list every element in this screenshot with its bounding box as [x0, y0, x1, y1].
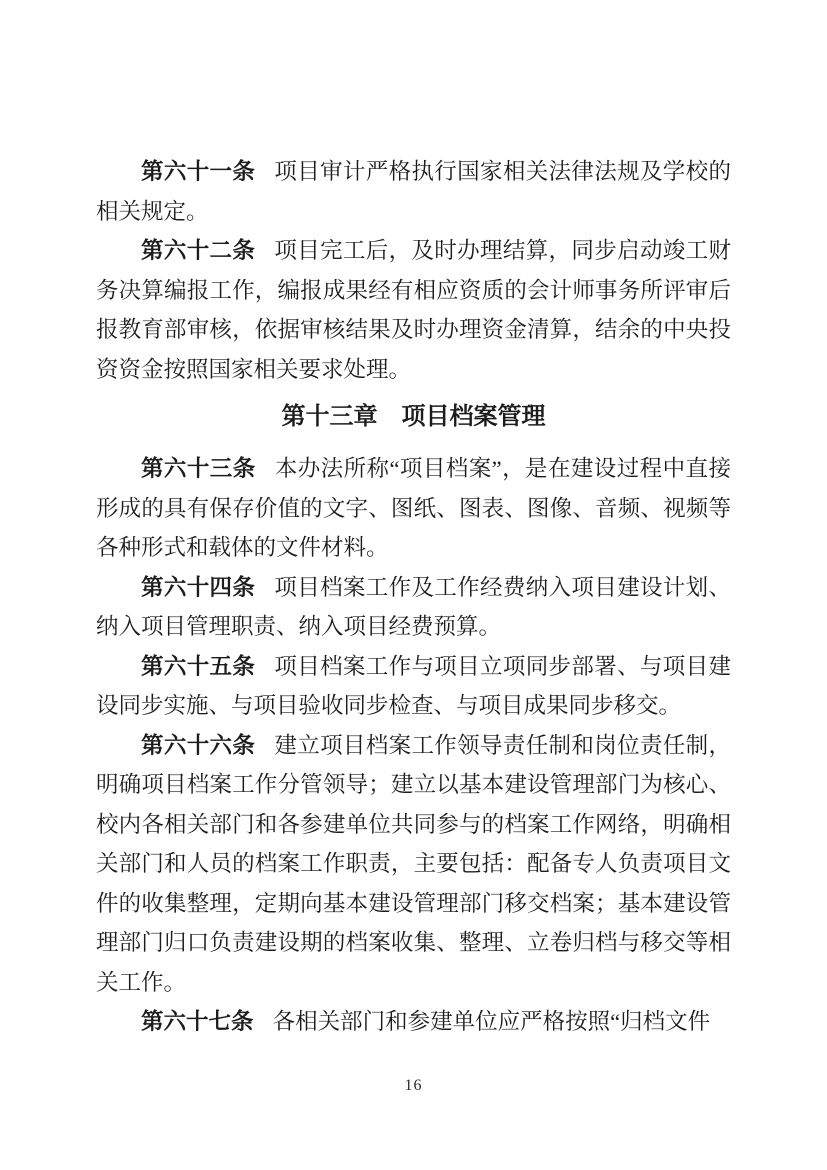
article-number: 第六十七条 — [141, 1009, 254, 1034]
article-text: 项目审计严格执行国家相关法律法规及学校的相关规定。 — [96, 159, 731, 224]
article-paragraph-63 — [96, 449, 731, 568]
article-text: 项目档案工作及工作经费纳入项目建设计划、纳入项目管理职责、纳入项目经费预算。 — [96, 574, 731, 639]
article-paragraph-65 — [96, 647, 731, 726]
article-number: 第六十五条 — [141, 653, 256, 679]
article-text: 项目完工后，及时办理结算，同步启动竣工财务决算编报工作，编报成果经有相应资质的会计师事务所评审后报教育部审核，依据审核结果及时办理资金清算，结余的中央投资资金按照国家相关要求处理。 — [96, 238, 731, 382]
article-number: 第六十四条 — [141, 574, 256, 600]
article-text: 各相关部门和参建单位应严格按照“归档文件 — [272, 1009, 711, 1034]
article-paragraph-64 — [96, 568, 731, 647]
article-text: 项目档案工作与项目立项同步部署、与项目建设同步实施、与项目验收同步检查、与项目成果同步移交。 — [96, 653, 731, 718]
page-number: 16 — [404, 1077, 423, 1094]
article-text: 建立项目档案工作领导责任制和岗位责任制，明确项目档案工作分管领导；建立以基本建设管理部门为核心、校内各相关部门和各参建单位共同参与的档案工作网络，明确相关部门和人员的档案工作职责，主要包括：配备专人负责项目文件的收集整理，定期向基本建设管理部门移交档案；基本建设管理部门归口负责建设期的档案收集、整理、立卷归档与移交等相关工作。 — [96, 732, 731, 995]
article-text: 本办法所称“项目档案”，是在建设过程中直接形成的具有保存价值的文字、图纸、图表、图像、音频、视频等各种形式和载体的文件材料。 — [96, 456, 731, 560]
article-number: 第六十一条 — [141, 159, 256, 184]
document-body — [96, 152, 731, 1042]
article-paragraph-66 — [96, 726, 731, 1003]
article-number: 第六十六条 — [141, 732, 256, 758]
article-number: 第六十三条 — [141, 456, 256, 481]
article-paragraph-62 — [96, 231, 731, 389]
article-number: 第六十二条 — [141, 238, 256, 263]
article-paragraph-67 — [96, 1002, 731, 1042]
chapter-heading: 第十三章 项目档案管理 — [281, 403, 546, 430]
article-paragraph-61 — [96, 152, 731, 231]
